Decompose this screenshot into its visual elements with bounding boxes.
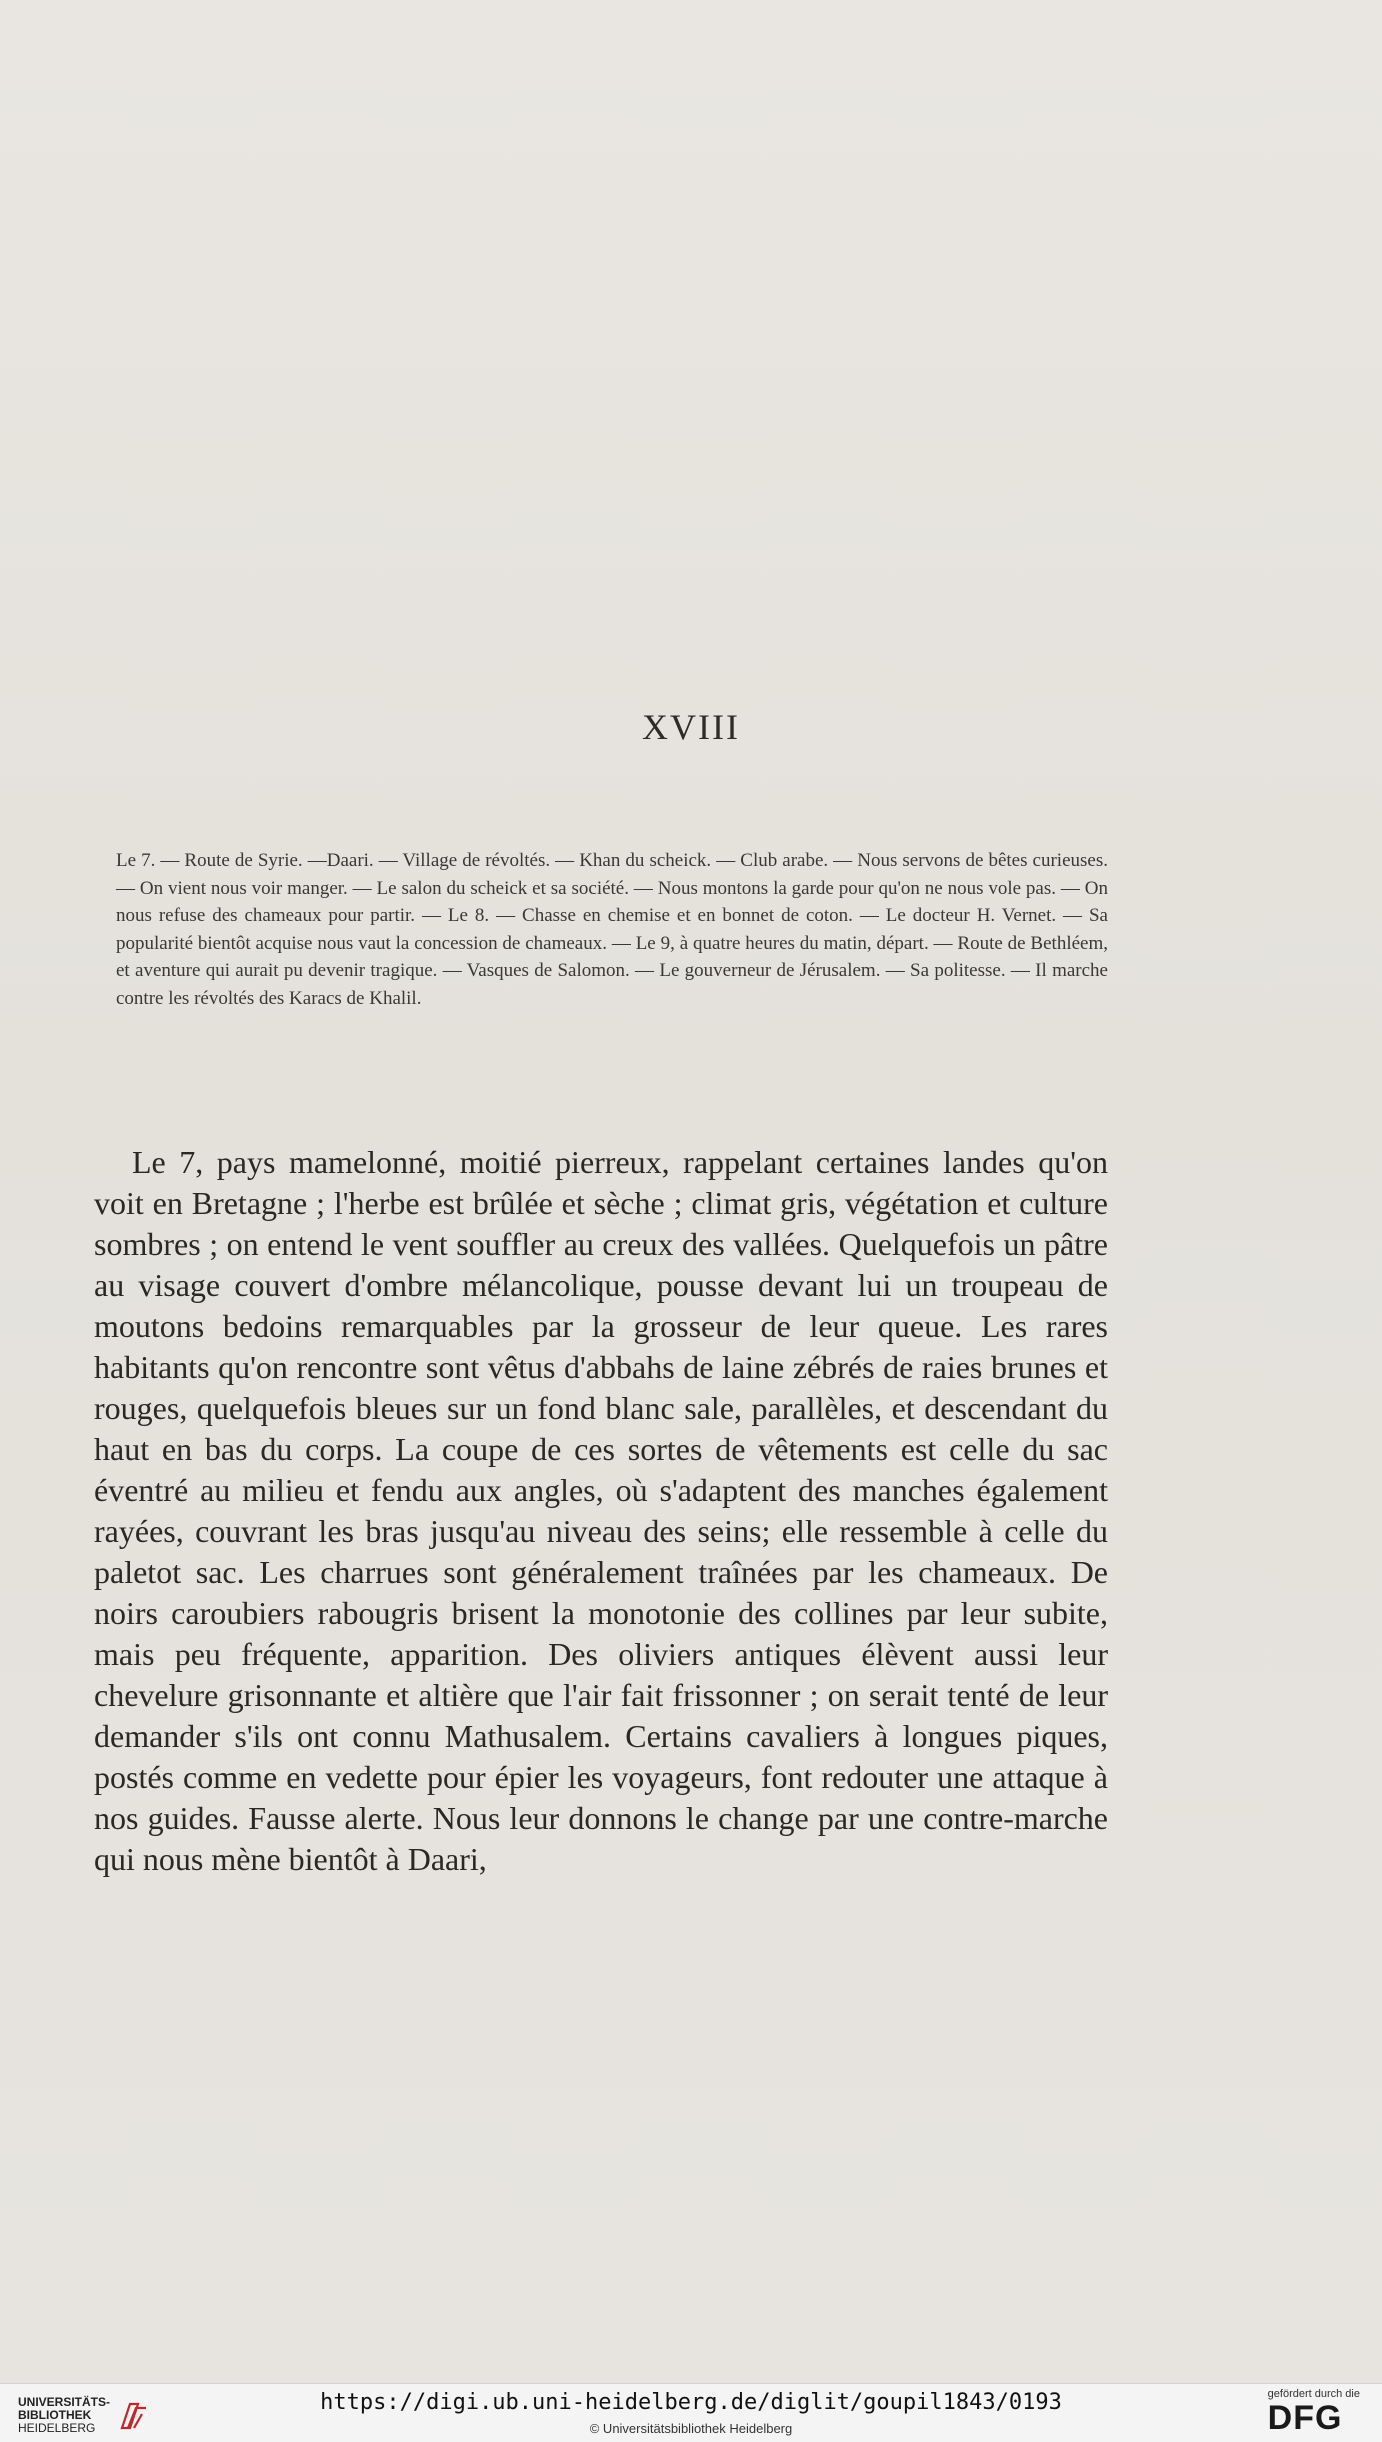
dfg-logo: DFG	[1267, 2399, 1343, 2437]
library-name-line3: HEIDELBERG	[18, 2421, 96, 2435]
permalink-url[interactable]: https://digi.ub.uni-heidelberg.de/diglit/goupil1843/0193	[320, 2390, 1062, 2415]
chapter-title: XVIII	[642, 707, 740, 747]
library-name-line1: UNIVERSITÄTS-	[18, 2395, 111, 2409]
dfg-funding-badge[interactable]	[1268, 2388, 1360, 2435]
body-text	[94, 1142, 1108, 1880]
chapter-summary: Le 7. — Route de Syrie. —Daari. — Village de révoltés. — Khan du scheick. — Club arabe. — Nous servons de bêtes curieuses. — On vient nous voir manger. — Le salon du scheick et sa société. — Nous montons la garde pour qu'on ne nous vole pas. — On nous refuse des chameaux pour partir. — Le 8. — Chasse en chemise et en bonnet de coton. — Le docteur H. Vernet. — Sa popularité bientôt acquise nous vaut la concession de chameaux. — Le 9, à quatre heures du matin, départ. — Route de Bethléem, et aventure qui aurait pu devenir tragique. — Vasques de Salomon. — Le gouverneur de Jérusalem. — Sa politesse. — Il marche contre les révoltés des Karacs de Khalil.	[116, 850, 1108, 1009]
library-name-line2: BIBLIOTHEK	[18, 2408, 92, 2422]
funding-note: gefördert durch die	[1267, 2388, 1360, 2400]
body-paragraph: Le 7, pays mamelonné, moitié pierreux, rappelant certaines landes qu'on voit en Bretagne ; l'herbe est brûlée et sèche ; climat gris, végétation et culture sombres ; on entend le vent souffler au creux des vallées. Quelquefois un pâtre au visage couvert d'ombre mélancolique, pousse devant lui un troupeau de moutons bedoins remarquables par la grosseur de leur queue. Les rares habitants qu'on rencontre sont vêtus d'abbahs de laine zébrés de raies brunes et rouges, quelquefois bleues sur un fond blanc sale, parallèles, et descendant du haut en bas du corps. La coupe de ces sortes de vêtements est celle du sac éventré au milieu et fendu aux angles, où s'adaptent des manches également rayées, couvrant les bras jusqu'au niveau des seins; elle ressemble à celle du paletot sac. Les charrues sont généralement traînées par les chameaux. De noirs caroubiers rabougris brisent la monotonie des collines par leur subite, mais peu fréquente, apparition. Des oliviers antiques élèvent aussi leur chevelure grisonnante et altière que l'air fait frissonner ; on serait tenté de leur demander s'ils ont connu Mathusalem. Certains cavaliers à longues piques, postés comme en vedette pour épier les voyageurs, font redouter une attaque à nos guides. Fausse alerte. Nous leur donnons le change par une contre-marche qui nous mène bientôt à Daari,	[94, 1144, 1108, 1877]
viewer-footer	[0, 2383, 1382, 2442]
copyright-notice: © Universitätsbibliothek Heidelberg	[589, 2421, 793, 2436]
